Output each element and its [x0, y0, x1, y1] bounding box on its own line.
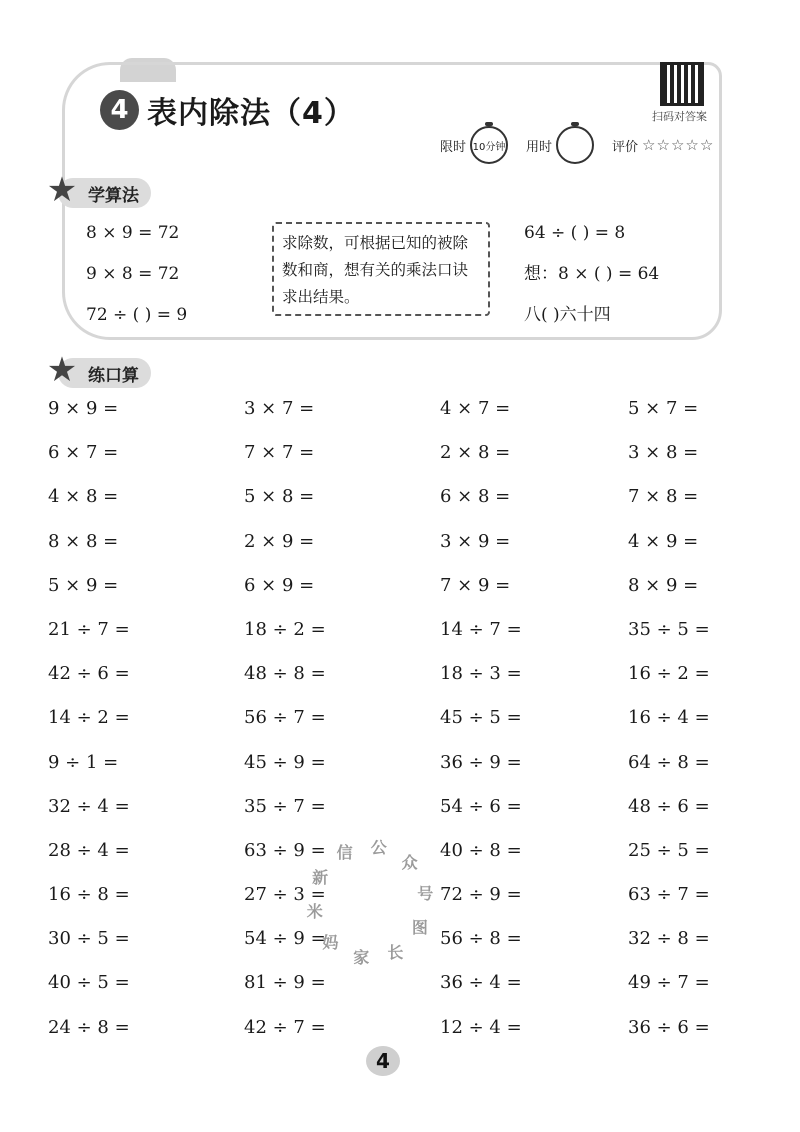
arithmetic-problem: 28 ÷ 4 =	[48, 839, 130, 861]
rating-label: 评价	[612, 139, 639, 155]
arithmetic-problem: 25 ÷ 5 =	[628, 839, 710, 861]
arithmetic-problem: 2 × 8 =	[440, 442, 511, 464]
arithmetic-problem: 12 ÷ 4 =	[440, 1016, 522, 1038]
learn-example-right	[524, 222, 659, 345]
learn-section-title: 学算法	[88, 185, 139, 206]
arithmetic-problem: 49 ÷ 7 =	[628, 972, 710, 994]
arithmetic-problem: 63 ÷ 7 =	[628, 884, 710, 906]
timer-row	[440, 124, 730, 166]
arithmetic-problem: 45 ÷ 5 =	[440, 707, 522, 729]
arithmetic-problem: 7 × 8 =	[628, 486, 699, 508]
stamp-char: 众	[401, 853, 418, 873]
arithmetic-problem: 7 × 9 =	[440, 574, 511, 596]
arithmetic-problem: 2 × 9 =	[244, 530, 315, 552]
arithmetic-problem: 5 × 7 =	[628, 398, 699, 419]
arithmetic-problem: 6 × 7 =	[48, 442, 119, 464]
arithmetic-problem: 6 × 9 =	[244, 574, 315, 596]
stamp-char: 图	[411, 918, 428, 938]
arithmetic-problem: 54 ÷ 9 =	[244, 928, 326, 950]
learn-line: 64 ÷ ( ) = 8	[524, 223, 626, 243]
arithmetic-problem: 5 × 9 =	[48, 574, 119, 596]
arithmetic-problem: 32 ÷ 4 =	[48, 795, 130, 817]
learn-line: 想：8 × ( ) = 64	[524, 264, 660, 284]
learn-section-badge	[46, 170, 151, 210]
arithmetic-problem: 56 ÷ 8 =	[440, 928, 522, 950]
arithmetic-problem: 9 × 9 =	[48, 398, 119, 419]
arithmetic-problem: 56 ÷ 7 =	[244, 707, 326, 729]
lesson-title	[100, 82, 355, 138]
learn-line: 72 ÷ ( ) = 9	[86, 305, 188, 325]
time-limit-label: 限时	[440, 139, 467, 155]
arithmetic-problem: 40 ÷ 5 =	[48, 972, 130, 994]
lesson-title-text: 表内除法（4）	[147, 96, 355, 131]
arithmetic-problem: 4 × 7 =	[440, 398, 511, 419]
arithmetic-problem: 64 ÷ 8 =	[628, 751, 710, 773]
arithmetic-problem: 36 ÷ 4 =	[440, 972, 522, 994]
arithmetic-problem: 8 × 8 =	[48, 530, 119, 552]
arithmetic-problem: 16 ÷ 4 =	[628, 707, 710, 729]
arithmetic-problem: 9 ÷ 1 =	[48, 751, 119, 773]
method-note-box: 求除数，可根据已知的被除数和商，想有关的乘法口诀求出结果。	[272, 222, 490, 316]
watermark-stamp	[300, 830, 440, 970]
rating-stars-icon: ☆☆☆☆☆	[642, 136, 715, 154]
arithmetic-problem: 3 × 9 =	[440, 530, 511, 552]
arithmetic-problem: 18 ÷ 3 =	[440, 663, 522, 685]
arithmetic-problem: 21 ÷ 7 =	[48, 618, 130, 640]
arithmetic-problem: 42 ÷ 7 =	[244, 1016, 326, 1038]
arithmetic-problem: 4 × 8 =	[48, 486, 119, 508]
page-number: 4	[366, 1046, 400, 1076]
stamp-char: 新	[312, 867, 329, 887]
time-used-label: 用时	[526, 139, 553, 155]
arithmetic-problem: 3 × 7 =	[244, 398, 315, 419]
stamp-char: 公	[370, 837, 387, 857]
arithmetic-problem: 48 ÷ 8 =	[244, 663, 326, 685]
arithmetic-problem: 32 ÷ 8 =	[628, 928, 710, 950]
arithmetic-problem: 40 ÷ 8 =	[440, 839, 522, 861]
learn-example-left	[86, 222, 187, 345]
star-mascot-icon: ★	[46, 350, 78, 390]
stamp-char: 信	[336, 843, 353, 863]
arithmetic-problem: 4 × 9 =	[628, 530, 699, 552]
learn-line: 8 × 9 = 72	[86, 223, 180, 243]
lesson-number-badge: 4	[100, 90, 139, 130]
time-limit-value: 10分钟	[472, 141, 506, 153]
practice-section-title: 练口算	[88, 365, 139, 386]
arithmetic-problem: 36 ÷ 9 =	[440, 751, 522, 773]
time-used-stopwatch-icon	[556, 126, 594, 164]
qr-code-icon[interactable]	[660, 62, 704, 106]
star-mascot-icon: ★	[46, 170, 78, 210]
stamp-char: 家	[353, 948, 370, 968]
stamp-char: 号	[417, 884, 434, 904]
arithmetic-problem: 81 ÷ 9 =	[244, 972, 326, 994]
arithmetic-problem: 8 × 9 =	[628, 574, 699, 596]
learn-line: 八( )六十四	[524, 305, 611, 325]
arithmetic-problem: 35 ÷ 5 =	[628, 618, 710, 640]
practice-section-badge	[46, 350, 151, 390]
practice-grid	[48, 396, 768, 1059]
arithmetic-problem: 14 ÷ 2 =	[48, 707, 130, 729]
arithmetic-problem: 35 ÷ 7 =	[244, 795, 326, 817]
arithmetic-problem: 27 ÷ 3 =	[244, 884, 326, 906]
stamp-char: 妈	[322, 932, 339, 952]
learn-line: 9 × 8 = 72	[86, 264, 180, 284]
arithmetic-problem: 5 × 8 =	[244, 486, 315, 508]
arithmetic-problem: 24 ÷ 8 =	[48, 1016, 130, 1038]
arithmetic-problem: 3 × 8 =	[628, 442, 699, 464]
qr-label: 扫码对答案	[652, 110, 707, 123]
arithmetic-problem: 36 ÷ 6 =	[628, 1016, 710, 1038]
arithmetic-problem: 72 ÷ 9 =	[440, 884, 522, 906]
arithmetic-problem: 30 ÷ 5 =	[48, 928, 130, 950]
stamp-char: 长	[387, 942, 404, 962]
arithmetic-problem: 14 ÷ 7 =	[440, 618, 522, 640]
arithmetic-problem: 18 ÷ 2 =	[244, 618, 326, 640]
arithmetic-problem: 48 ÷ 6 =	[628, 795, 710, 817]
arithmetic-problem: 42 ÷ 6 =	[48, 663, 130, 685]
stopwatch-icon	[470, 126, 508, 164]
arithmetic-problem: 63 ÷ 9 =	[244, 839, 326, 861]
arithmetic-problem: 6 × 8 =	[440, 486, 511, 508]
arithmetic-problem: 45 ÷ 9 =	[244, 751, 326, 773]
stamp-char: 米	[306, 901, 323, 921]
arithmetic-problem: 54 ÷ 6 =	[440, 795, 522, 817]
arithmetic-problem: 16 ÷ 8 =	[48, 884, 130, 906]
arithmetic-problem: 16 ÷ 2 =	[628, 663, 710, 685]
arithmetic-problem: 7 × 7 =	[244, 442, 315, 464]
